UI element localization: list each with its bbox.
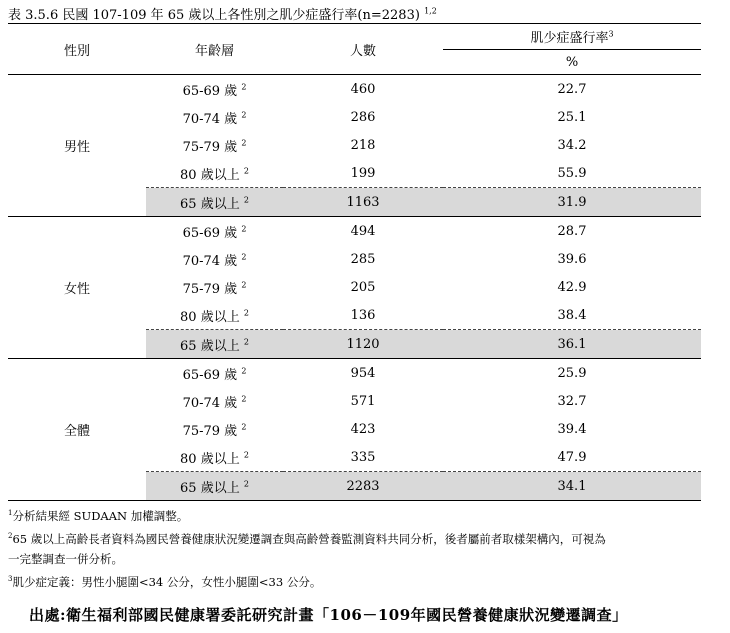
rate-cell: 39.6 [557,251,587,267]
count-cell: 2283 [283,472,443,501]
footnote: $^1$分析結果經 SUDAAN 加權調整。 [8,508,189,523]
sex-cell: 女性 [8,217,146,359]
count-cell: 423 [350,421,376,437]
rate-cell: 28.7 [557,223,587,239]
caption-footnote-ref: 1,2 [424,6,437,16]
rate-cell: 34.2 [557,137,587,153]
header-sex: 性別 [8,24,146,75]
age-cell: 65-69 歲 $^2$ [182,82,247,99]
age-cell: 65 歲以上 $^2$ [146,472,283,501]
age-cell: 70-74 歲 $^2$ [182,394,247,411]
sex-cell: 全體 [8,359,146,501]
age-cell: 80 歲以上 $^2$ [180,166,249,183]
rate-cell: 55.9 [557,165,587,181]
count-cell: 1120 [283,330,443,359]
age-cell: 70-74 歲 $^2$ [182,110,247,127]
header-age: 年齡層 [146,24,283,75]
count-cell: 954 [350,365,376,381]
age-cell: 75-79 歲 $^2$ [182,422,247,439]
table-row [8,75,701,104]
caption-text: 表 3.5.6 民國 107-109 年 65 歲以上各性別之肌少症盛行率(n=2283) [8,8,420,23]
age-cell: 65 歲以上 $^2$ [146,330,283,359]
age-cell: 80 歲以上 $^2$ [180,450,249,467]
rate-cell: 22.7 [557,81,587,97]
count-cell: 571 [350,393,376,409]
rate-cell: 32.7 [557,393,587,409]
table-row [8,359,701,388]
age-cell: 65 歲以上 $^2$ [146,188,283,217]
count-cell: 205 [350,279,376,295]
sex-cell: 男性 [8,75,146,217]
count-cell: 136 [350,307,376,323]
count-cell: 199 [350,165,376,181]
count-cell: 285 [350,251,376,267]
age-cell: 75-79 歲 $^2$ [182,280,247,297]
prevalence-table [8,23,701,501]
rate-cell: 42.9 [557,279,587,295]
footnote: $^2$65 歲以上高齡長者資料為國民營養健康狀況變遷調查與高齡營養監測資料共同分析，後者屬前者取樣架構內，可視為 [8,531,606,546]
header-count: 人數 [283,24,443,75]
rate-cell: 25.9 [557,365,587,381]
footnote: 一完整調查一併分析。 [8,551,123,566]
age-cell: 65-69 歲 $^2$ [182,224,247,241]
source-line: 出處:衛生福利部國民健康署委託研究計畫「106－109年國民營養健康狀況變遷調查」 [29,606,628,624]
footnotes [8,503,606,591]
table-body [8,75,701,501]
rate-cell: 38.4 [557,307,587,323]
footnote: $^3$肌少症定義：男性小腿圍<34 公分，女性小腿圍<33 公分。 [8,574,322,589]
header-rate: 肌少症盛行率$^3$ [443,24,701,50]
count-cell: 218 [350,137,376,153]
age-cell: 80 歲以上 $^2$ [180,308,249,325]
rate-cell: 47.9 [557,449,587,465]
table-caption [8,4,437,23]
rate-cell: 39.4 [557,421,587,437]
rate-cell: 31.9 [443,188,701,217]
rate-cell: 36.1 [443,330,701,359]
count-cell: 494 [350,223,376,239]
table-row [8,217,701,246]
age-cell: 75-79 歲 $^2$ [182,138,247,155]
age-cell: 65-69 歲 $^2$ [182,366,247,383]
header-unit: % [443,50,701,75]
count-cell: 1163 [283,188,443,217]
rate-cell: 34.1 [443,472,701,501]
age-cell: 70-74 歲 $^2$ [182,252,247,269]
count-cell: 286 [350,109,376,125]
count-cell: 460 [350,81,376,97]
count-cell: 335 [350,449,376,465]
rate-cell: 25.1 [557,109,587,125]
